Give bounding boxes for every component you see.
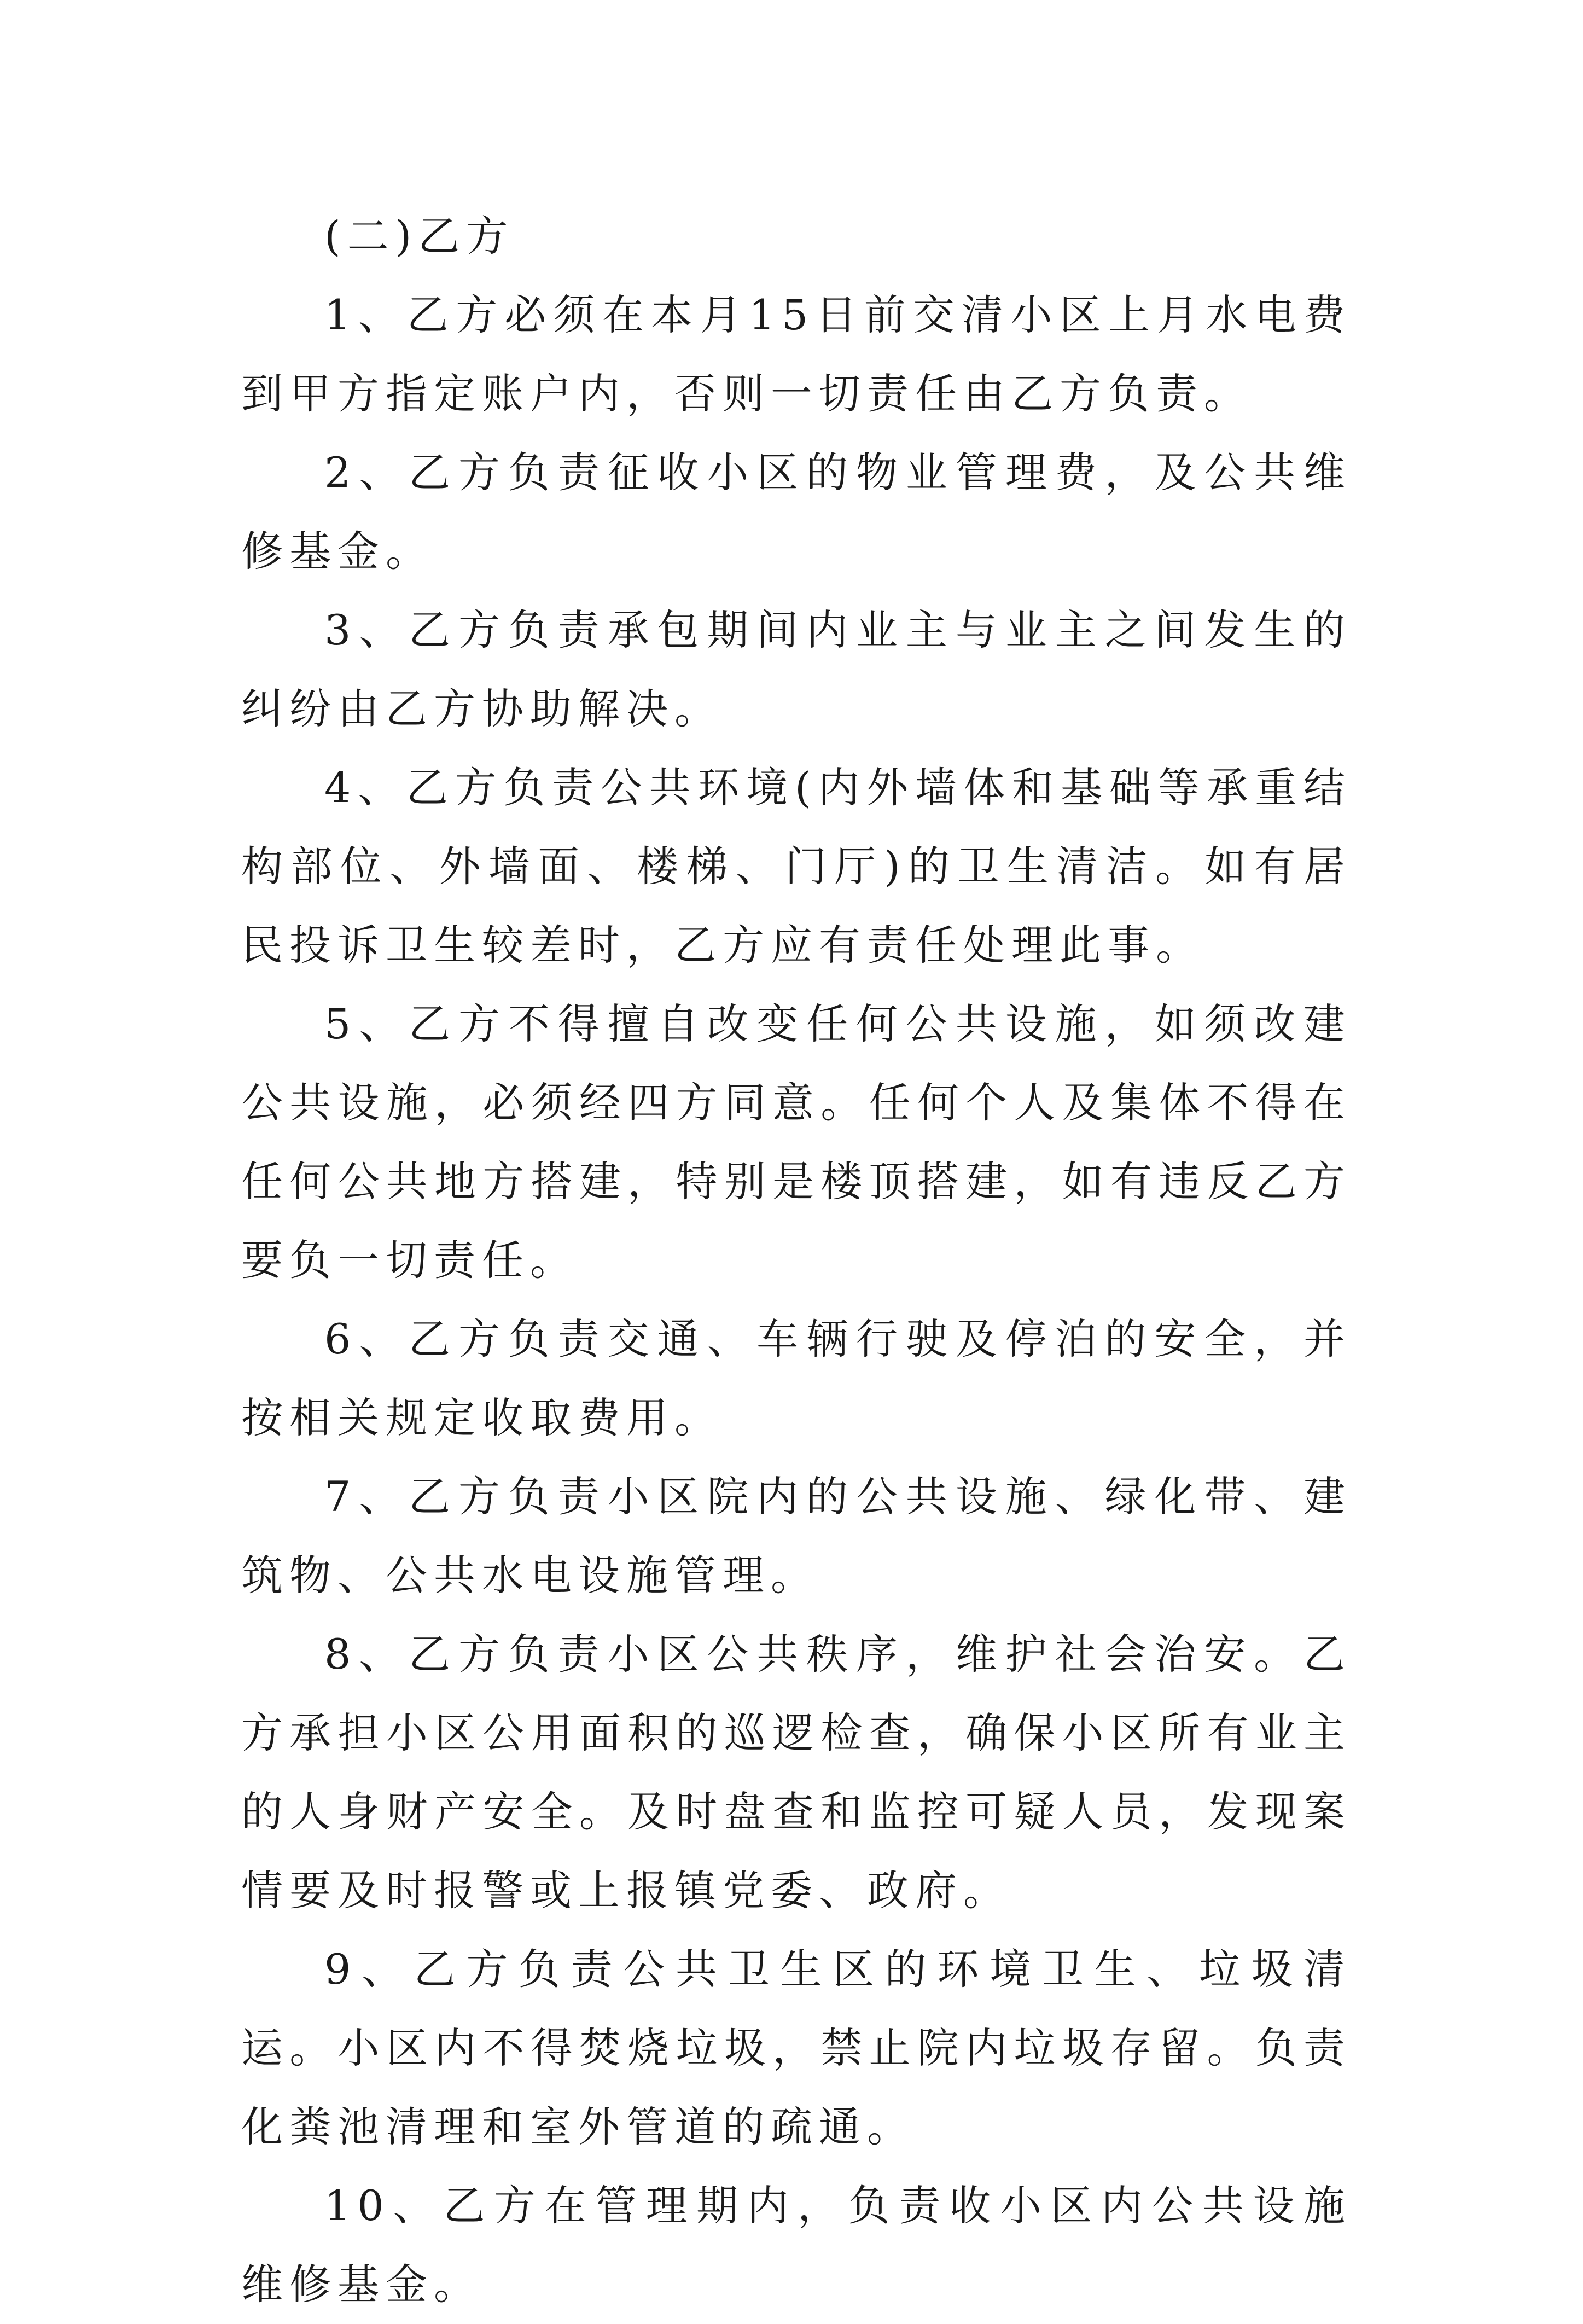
document-body <box>241 197 1352 2324</box>
clause-paragraph: 10、乙方在管理期内，负责收小区内公共设施维修基金。 <box>241 2181 1352 2309</box>
clause-paragraph: 2、乙方负责征收小区的物业管理费，及公共维修基金。 <box>241 448 1352 576</box>
clause-paragraph: 3、乙方负责承包期间内业主与业主之间发生的纠纷由乙方协助解决。 <box>241 606 1352 733</box>
clause-paragraph: 5、乙方不得擅自改变任何公共设施，如须改建公共设施，必须经四方同意。任何个人及集体不得在任何公共地方搭建，特别是楼顶搭建，如有违反乙方要负一切责任。 <box>241 1000 1352 1285</box>
clause-paragraph: 4、乙方负责公共环境(内外墙体和基础等承重结构部位、外墙面、楼梯、门厅)的卫生清洁。如有居民投诉卫生较差时，乙方应有责任处理此事。 <box>241 763 1352 969</box>
clause-paragraph: 6、乙方负责交通、车辆行驶及停泊的安全，并按相关规定收取费用。 <box>241 1315 1352 1442</box>
clause-paragraph: 8、乙方负责小区公共秩序，维护社会治安。乙方承担小区公用面积的巡逻检查，确保小区所有业主的人身财产安全。及时盘查和监控可疑人员，发现案情要及时报警或上报镇党委、政府。 <box>241 1630 1352 1915</box>
clause-paragraph: 7、乙方负责小区院内的公共设施、绿化带、建筑物、公共水电设施管理。 <box>241 1472 1352 1600</box>
section-heading: (二)乙方 <box>324 212 515 260</box>
clause-paragraph: 1、乙方必须在本月15日前交清小区上月水电费到甲方指定账户内，否则一切责任由乙方负责。 <box>241 290 1352 418</box>
clause-paragraph: 9、乙方负责公共卫生区的环境卫生、垃圾清运。小区内不得焚烧垃圾，禁止院内垃圾存留。负责化粪池清理和室外管道的疏通。 <box>241 1945 1352 2151</box>
